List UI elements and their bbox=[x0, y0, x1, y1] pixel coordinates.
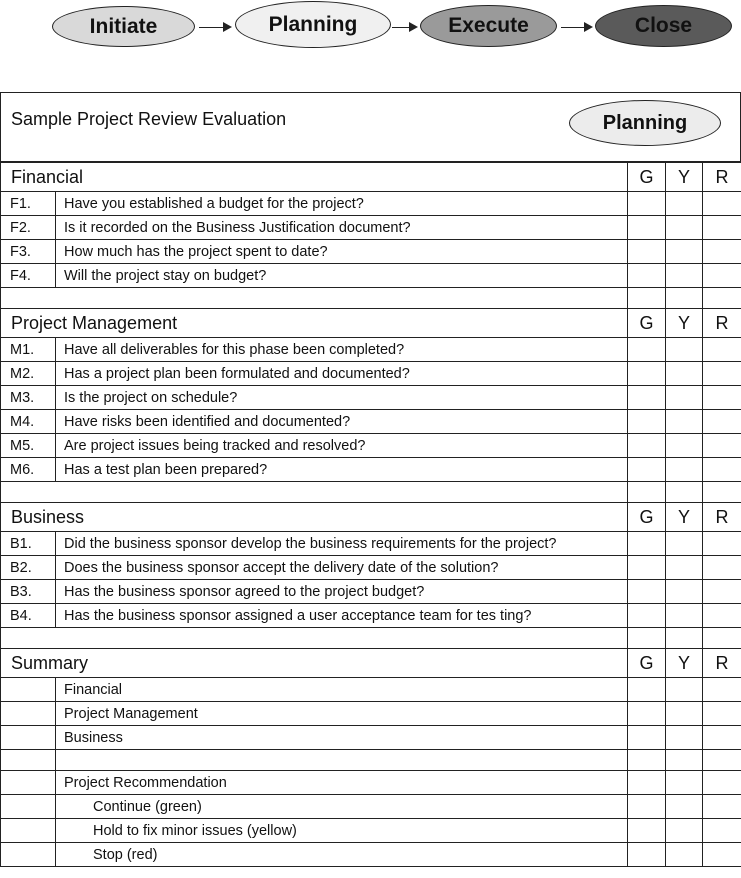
question-code: M1. bbox=[1, 338, 56, 362]
rating-yellow-cell[interactable] bbox=[666, 192, 703, 216]
section-title: Summary bbox=[1, 649, 628, 678]
rating-red-cell[interactable] bbox=[703, 338, 741, 362]
recommendation-label: Project Recommendation bbox=[56, 771, 628, 795]
question-text: Is it recorded on the Business Justification document? bbox=[56, 216, 628, 240]
rating-yellow-cell[interactable] bbox=[666, 386, 703, 410]
rating-blank-cell bbox=[703, 771, 741, 795]
question-row bbox=[1, 580, 741, 604]
question-code: M3. bbox=[1, 386, 56, 410]
question-text: Did the business sponsor develop the business requirements for the project? bbox=[56, 532, 628, 556]
section-title: Financial bbox=[1, 163, 628, 192]
question-code: M2. bbox=[1, 362, 56, 386]
rating-yellow-cell[interactable] bbox=[666, 458, 703, 482]
rating-green-cell[interactable] bbox=[628, 434, 666, 458]
question-text: Has a test plan been prepared? bbox=[56, 458, 628, 482]
summary-item: Project Management bbox=[56, 702, 628, 726]
rating-green-cell[interactable] bbox=[628, 410, 666, 434]
question-row bbox=[1, 264, 741, 288]
rating-blank-cell bbox=[628, 628, 666, 649]
financial-section-header bbox=[1, 163, 741, 192]
rating-blank-cell bbox=[628, 771, 666, 795]
rating-green-cell[interactable] bbox=[628, 843, 666, 867]
question-text: Will the project stay on budget? bbox=[56, 264, 628, 288]
question-text: Have risks been identified and documented? bbox=[56, 410, 628, 434]
rating-red-cell[interactable] bbox=[703, 264, 741, 288]
rating-yellow-cell[interactable] bbox=[666, 819, 703, 843]
rating-red-cell[interactable] bbox=[703, 702, 741, 726]
recommendation-option-row bbox=[1, 795, 741, 819]
summary-item: Business bbox=[56, 726, 628, 750]
question-text: How much has the project spent to date? bbox=[56, 240, 628, 264]
summary-code bbox=[1, 678, 56, 702]
business-section-header bbox=[1, 503, 741, 532]
rating-red-cell[interactable] bbox=[703, 240, 741, 264]
rating-red-cell[interactable] bbox=[703, 556, 741, 580]
rating-red-cell[interactable] bbox=[703, 843, 741, 867]
section-title: Project Management bbox=[1, 309, 628, 338]
rating-green-cell[interactable] bbox=[628, 580, 666, 604]
question-code: F1. bbox=[1, 192, 56, 216]
summary-row bbox=[1, 678, 741, 702]
rating-red-cell[interactable] bbox=[703, 386, 741, 410]
question-text: Are project issues being tracked and resolved? bbox=[56, 434, 628, 458]
question-row bbox=[1, 410, 741, 434]
rating-yellow-cell[interactable] bbox=[666, 410, 703, 434]
recommendation-option-row bbox=[1, 819, 741, 843]
summary-row bbox=[1, 702, 741, 726]
spacer-cell bbox=[1, 628, 628, 649]
rating-green-cell[interactable] bbox=[628, 702, 666, 726]
rating-yellow-cell[interactable] bbox=[666, 216, 703, 240]
rating-yellow-cell[interactable] bbox=[666, 580, 703, 604]
question-text: Does the business sponsor accept the delivery date of the solution? bbox=[56, 556, 628, 580]
question-text: Has a project plan been formulated and documented? bbox=[56, 362, 628, 386]
summary-code bbox=[1, 795, 56, 819]
question-row bbox=[1, 458, 741, 482]
arrow-icon bbox=[199, 27, 230, 28]
rating-header: G bbox=[628, 503, 666, 532]
rating-yellow-cell[interactable] bbox=[666, 843, 703, 867]
rating-green-cell[interactable] bbox=[628, 386, 666, 410]
question-text: Has the business sponsor assigned a user acceptance team for tes ting? bbox=[56, 604, 628, 628]
spacer-row bbox=[1, 482, 741, 503]
question-code: B4. bbox=[1, 604, 56, 628]
question-row bbox=[1, 192, 741, 216]
rating-blank-cell bbox=[628, 750, 666, 771]
question-code: M6. bbox=[1, 458, 56, 482]
review-sheet bbox=[0, 92, 741, 867]
rating-blank-cell bbox=[628, 288, 666, 309]
question-code: B3. bbox=[1, 580, 56, 604]
rating-blank-cell bbox=[703, 482, 741, 503]
rating-green-cell[interactable] bbox=[628, 362, 666, 386]
rating-red-cell[interactable] bbox=[703, 410, 741, 434]
rating-blank-cell bbox=[666, 288, 703, 309]
rating-green-cell[interactable] bbox=[628, 678, 666, 702]
arrow-icon bbox=[561, 27, 591, 28]
question-row bbox=[1, 532, 741, 556]
phase-execute: Execute bbox=[420, 5, 557, 47]
rating-header: G bbox=[628, 309, 666, 338]
summary-row bbox=[1, 726, 741, 750]
current-phase-badge: Planning bbox=[569, 100, 721, 146]
question-row bbox=[1, 604, 741, 628]
question-row bbox=[1, 362, 741, 386]
rating-red-cell[interactable] bbox=[703, 580, 741, 604]
spacer-cell bbox=[1, 750, 56, 771]
question-row bbox=[1, 216, 741, 240]
rating-red-cell[interactable] bbox=[703, 458, 741, 482]
question-code: B2. bbox=[1, 556, 56, 580]
phase-close: Close bbox=[595, 5, 732, 47]
rating-header: Y bbox=[666, 649, 703, 678]
rating-header: R bbox=[703, 309, 741, 338]
phase-planning: Planning bbox=[235, 1, 391, 48]
rating-header: Y bbox=[666, 503, 703, 532]
rating-red-cell[interactable] bbox=[703, 678, 741, 702]
rating-red-cell[interactable] bbox=[703, 216, 741, 240]
rating-header: Y bbox=[666, 309, 703, 338]
rating-header: Y bbox=[666, 163, 703, 192]
rating-yellow-cell[interactable] bbox=[666, 240, 703, 264]
recommendation-option: Hold to fix minor issues (yellow) bbox=[56, 819, 628, 843]
spacer-row bbox=[1, 628, 741, 649]
rating-header: R bbox=[703, 163, 741, 192]
rating-header: R bbox=[703, 503, 741, 532]
rating-green-cell[interactable] bbox=[628, 192, 666, 216]
rating-yellow-cell[interactable] bbox=[666, 362, 703, 386]
summary-code bbox=[1, 771, 56, 795]
phase-flow bbox=[0, 0, 741, 60]
question-row bbox=[1, 556, 741, 580]
rating-red-cell[interactable] bbox=[703, 726, 741, 750]
rating-red-cell[interactable] bbox=[703, 819, 741, 843]
rating-yellow-cell[interactable] bbox=[666, 795, 703, 819]
rating-red-cell[interactable] bbox=[703, 192, 741, 216]
rating-green-cell[interactable] bbox=[628, 604, 666, 628]
question-row bbox=[1, 434, 741, 458]
rating-green-cell[interactable] bbox=[628, 216, 666, 240]
summary-section-header bbox=[1, 649, 741, 678]
rating-red-cell[interactable] bbox=[703, 795, 741, 819]
project-management-section-header bbox=[1, 309, 741, 338]
rating-blank-cell bbox=[628, 482, 666, 503]
question-text: Has the business sponsor agreed to the project budget? bbox=[56, 580, 628, 604]
review-title: Sample Project Review Evaluation bbox=[11, 109, 287, 129]
question-code: F2. bbox=[1, 216, 56, 240]
rating-blank-cell bbox=[666, 750, 703, 771]
rating-header: R bbox=[703, 649, 741, 678]
spacer-row bbox=[1, 750, 741, 771]
question-text: Have you established a budget for the project? bbox=[56, 192, 628, 216]
rating-red-cell[interactable] bbox=[703, 434, 741, 458]
spacer-row bbox=[1, 288, 741, 309]
recommendation-row bbox=[1, 771, 741, 795]
rating-green-cell[interactable] bbox=[628, 556, 666, 580]
question-code: F3. bbox=[1, 240, 56, 264]
rating-blank-cell bbox=[703, 288, 741, 309]
rating-header: G bbox=[628, 163, 666, 192]
question-row bbox=[1, 240, 741, 264]
spacer-cell bbox=[1, 288, 628, 309]
question-row bbox=[1, 338, 741, 362]
rating-green-cell[interactable] bbox=[628, 264, 666, 288]
rating-green-cell[interactable] bbox=[628, 338, 666, 362]
rating-green-cell[interactable] bbox=[628, 795, 666, 819]
question-code: M5. bbox=[1, 434, 56, 458]
rating-red-cell[interactable] bbox=[703, 604, 741, 628]
rating-red-cell[interactable] bbox=[703, 532, 741, 556]
section-title: Business bbox=[1, 503, 628, 532]
rating-blank-cell bbox=[703, 750, 741, 771]
spacer-cell bbox=[1, 482, 628, 503]
rating-green-cell[interactable] bbox=[628, 726, 666, 750]
rating-red-cell[interactable] bbox=[703, 362, 741, 386]
question-code: B1. bbox=[1, 532, 56, 556]
rating-yellow-cell[interactable] bbox=[666, 678, 703, 702]
rating-blank-cell bbox=[666, 771, 703, 795]
rating-yellow-cell[interactable] bbox=[666, 604, 703, 628]
recommendation-option: Continue (green) bbox=[56, 795, 628, 819]
arrow-icon bbox=[392, 27, 416, 28]
rating-green-cell[interactable] bbox=[628, 240, 666, 264]
rating-header: G bbox=[628, 649, 666, 678]
phase-initiate: Initiate bbox=[52, 6, 195, 47]
summary-item: Financial bbox=[56, 678, 628, 702]
rating-yellow-cell[interactable] bbox=[666, 726, 703, 750]
question-text: Have all deliverables for this phase been completed? bbox=[56, 338, 628, 362]
rating-green-cell[interactable] bbox=[628, 819, 666, 843]
summary-code bbox=[1, 726, 56, 750]
rating-yellow-cell[interactable] bbox=[666, 532, 703, 556]
rating-blank-cell bbox=[666, 482, 703, 503]
question-row bbox=[1, 386, 741, 410]
question-code: F4. bbox=[1, 264, 56, 288]
rating-green-cell[interactable] bbox=[628, 532, 666, 556]
rating-yellow-cell[interactable] bbox=[666, 434, 703, 458]
summary-code bbox=[1, 843, 56, 867]
question-code: M4. bbox=[1, 410, 56, 434]
rating-yellow-cell[interactable] bbox=[666, 702, 703, 726]
review-table bbox=[0, 162, 741, 867]
rating-yellow-cell[interactable] bbox=[666, 556, 703, 580]
summary-code bbox=[1, 819, 56, 843]
rating-yellow-cell[interactable] bbox=[666, 264, 703, 288]
rating-green-cell[interactable] bbox=[628, 458, 666, 482]
review-header bbox=[0, 92, 741, 162]
rating-blank-cell bbox=[703, 628, 741, 649]
rating-yellow-cell[interactable] bbox=[666, 338, 703, 362]
summary-code bbox=[1, 702, 56, 726]
recommendation-option-row bbox=[1, 843, 741, 867]
rating-blank-cell bbox=[666, 628, 703, 649]
question-text: Is the project on schedule? bbox=[56, 386, 628, 410]
spacer-cell bbox=[56, 750, 628, 771]
recommendation-option: Stop (red) bbox=[56, 843, 628, 867]
